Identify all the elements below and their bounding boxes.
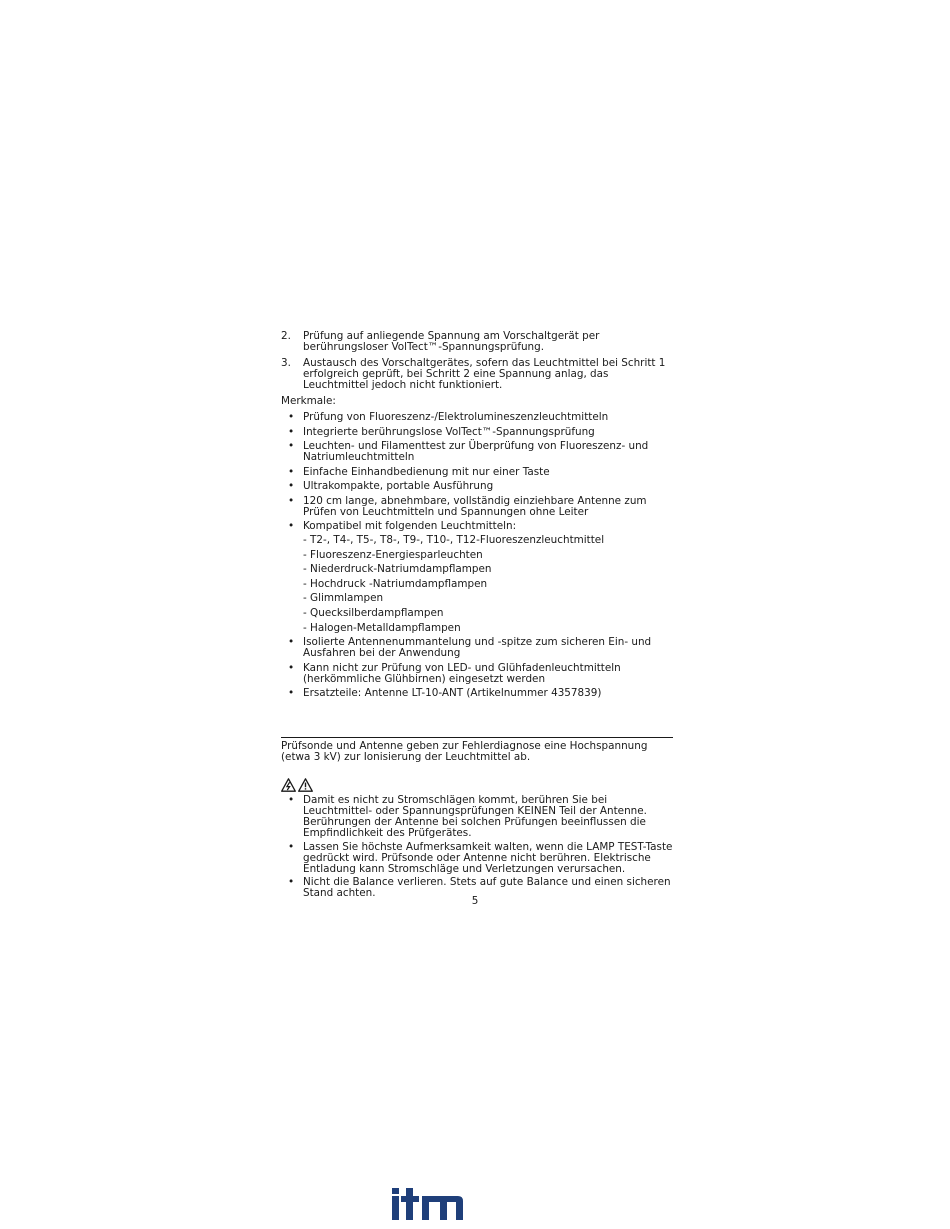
lamp-type-item: - Halogen-Metalldampflampen xyxy=(303,621,461,634)
feature-item-compatible xyxy=(281,521,673,634)
feature-item: • Prüfung von Fluoreszenz-/Elektrolumineszenzleuchtmitteln xyxy=(281,412,673,423)
procedure-steps xyxy=(281,331,673,391)
feature-item: • Integrierte berührungslose VolTect™-Spannungsprüfung xyxy=(281,427,673,438)
section-divider xyxy=(281,737,673,738)
warning-item: • Nicht die Balance verlieren. Stets auf gute Balance und einen sicheren Stand achten. xyxy=(281,877,673,899)
feature-item: • Ersatzteile: Antenne LT-10-ANT (Artikelnummer 4357839) xyxy=(281,688,673,699)
feature-item: • Einfache Einhandbedienung mit nur einer Taste xyxy=(281,467,673,478)
step-number: 2. xyxy=(281,330,291,342)
procedure-step xyxy=(281,331,673,353)
feature-item: • 120 cm lange, abnehmbare, vollständig einziehbare Antenne zum Prüfen von Leuchtmitteln und Spannungen ohne Leiter xyxy=(281,496,673,518)
warning-item: • Damit es nicht zu Stromschlägen kommt, berühren Sie bei Leuchtmittel- oder Spannungsprüfungen KEINEN Teil der Antenne. Berührungen der Antenne bei solchen Prüfungen beeinflussen die Empfindlichkeit des Prüfgerätes. xyxy=(281,795,673,839)
warning-item: • Lassen Sie höchste Aufmerksamkeit walten, wenn die LAMP TEST-Taste gedrückt wird. Prüfsonde oder Antenne nicht berühren. Elektrische Entladung kann Stromschläge und Verletzungen verursachen. xyxy=(281,842,673,875)
warning-triangle-icon xyxy=(298,778,313,792)
step-text: Prüfung auf anliegende Spannung am Vorschaltgerät per berührungsloser VolTect™-Spannungsprüfung. xyxy=(303,330,600,353)
compatible-lamps-list xyxy=(303,535,673,634)
feature-item: • Isolierte Antennenummantelung und -spitze zum sicheren Ein- und Ausfahren bei der Anwendung xyxy=(281,637,673,659)
step-number: 3. xyxy=(281,357,291,369)
page-number: 5 xyxy=(471,895,479,907)
lamp-type-item: - Fluoreszenz-Energiesparleuchten xyxy=(303,548,483,561)
lamp-type-item: - T2-, T4-, T5-, T8-, T9-, T10-, T12-Fluoreszenzleuchtmittel xyxy=(303,534,605,546)
lamp-type-item: - Hochdruck -Natriumdampflampen xyxy=(303,577,488,590)
lamp-type-item: - Glimmlampen xyxy=(303,592,384,605)
warning-icons xyxy=(281,778,673,792)
electrical-hazard-icon xyxy=(281,778,296,792)
feature-item: • Leuchten- und Filamenttest zur Überprüfung von Fluoreszenz- und Natriumleuchtmitteln xyxy=(281,441,673,463)
features-list xyxy=(281,412,673,699)
procedure-step xyxy=(281,358,673,391)
manual-page-content xyxy=(281,331,673,902)
feature-item: • Ultrakompakte, portable Ausführung xyxy=(281,481,673,492)
step-text: Austausch des Vorschaltgerätes, sofern das Leuchtmittel bei Schritt 1 erfolgreich geprüft, bei Schritt 2 eine Spannung anlag, das Leuchtmittel jedoch nicht funktioniert. xyxy=(303,357,666,391)
warning-list xyxy=(281,795,673,899)
lamp-type-item: - Quecksilberdampflampen xyxy=(303,606,444,619)
feature-item-label: Kompatibel mit folgenden Leuchtmitteln: xyxy=(303,520,517,532)
lamp-type-item: - Niederdruck-Natriumdampflampen xyxy=(303,563,492,576)
feature-item: • Kann nicht zur Prüfung von LED- und Glühfadenleuchtmitteln (herkömmliche Glühbirnen) eingesetzt werden xyxy=(281,663,673,685)
high-voltage-note: Prüfsonde und Antenne geben zur Fehlerdiagnose eine Hochspannung (etwa 3 kV) zur Ionisierung der Leuchtmittel ab. xyxy=(281,740,648,764)
itm-logo xyxy=(392,1188,463,1220)
features-heading: Merkmale: xyxy=(281,395,336,407)
